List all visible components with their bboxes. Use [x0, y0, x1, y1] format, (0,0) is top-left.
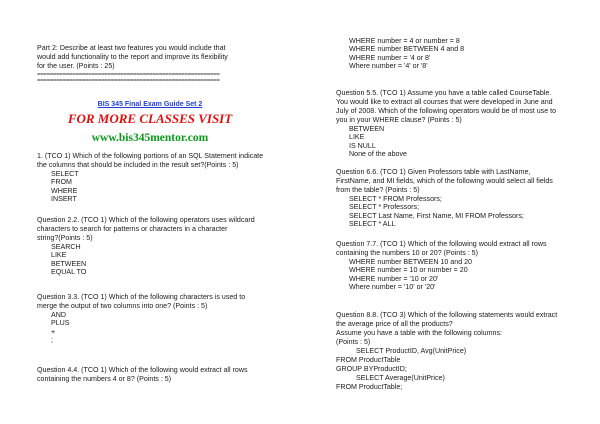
q2-line-3: string?(Points : 5)	[37, 234, 93, 242]
q8-code-1: SELECT ProductID, Avg(UnitPrice)	[356, 347, 467, 355]
part2-line-1: Part 2: Describe at least two features you would include that	[37, 44, 226, 52]
q3-option: AND	[51, 311, 66, 319]
q1-option: WHERE	[51, 186, 78, 195]
q3-options	[51, 311, 70, 345]
q1-line-2: the columns that should be included in the result set?(Points : 5)	[37, 161, 239, 169]
q2-line-1: Question 2.2. (TCO 1) Which of the following operators uses wildcard	[37, 216, 255, 224]
q8-line-1: Question 8.8. (TCO 3) Which of the following statements would extract	[336, 311, 558, 319]
q6-line-3: from the table? (Points : 5)	[336, 186, 420, 194]
q7-options	[349, 258, 472, 292]
q2-options	[51, 243, 86, 277]
q4-option: WHERE number = '4 or 8'	[349, 53, 431, 62]
q8-code-2: FROM ProductTable	[336, 356, 401, 364]
separator-line-2: =========================================================	[37, 78, 220, 84]
q3-option: ;	[51, 336, 53, 345]
q1-option: FROM	[51, 178, 72, 187]
q6-line-1: Question 6.6. (TCO 1) Given Professors table with LastName,	[336, 168, 531, 176]
q5-option: LIKE	[349, 133, 365, 142]
q8-code-5: FROM ProductTable;	[336, 383, 403, 391]
q5-line-3: July of 2008. Which of the following operators would be of most use to	[336, 107, 557, 115]
right-page	[300, 0, 600, 424]
q8-code-4: SELECT Average(UnitPrice)	[356, 374, 445, 382]
q8-code-3: GROUP BYProductID;	[336, 365, 407, 373]
q5-option: IS NULL	[349, 141, 376, 150]
q5-line-2: You would like to extract all courses that were developed in June and	[336, 98, 553, 106]
q8-line-2: the average price of all the products?	[336, 320, 453, 328]
more-classes-banner: FOR MORE CLASSES VISIT	[67, 111, 233, 126]
q1-option: SELECT	[51, 170, 79, 178]
q2-option: SEARCH	[51, 243, 81, 251]
q3-line-2: merge the output of two columns into one? (Points : 5)	[37, 302, 208, 310]
q1-options	[51, 170, 79, 204]
part2-line-3: for the user. (Points : 25)	[37, 62, 115, 70]
q4-line-2: containing the numbers 4 or 8? (Points : 5)	[37, 375, 172, 383]
q4-option: WHERE number BETWEEN 4 and 8	[349, 45, 465, 54]
q8-line-3: Assume you have a table with the following columns:	[336, 329, 503, 337]
q6-option: SELECT * ALL	[349, 220, 396, 229]
q3-option: +	[51, 327, 56, 336]
q4-option: Where number = '4' or '8'	[349, 62, 428, 71]
q7-line-1: Question 7.7. (TCO 1) Which of the following would extract all rows	[336, 240, 547, 248]
q2-option: BETWEEN	[51, 259, 87, 268]
q5-options	[349, 125, 407, 159]
q2-line-2: characters to search for patterns or characters in a character	[37, 225, 228, 233]
guide-title-link[interactable]: BIS 345 Final Exam Guide Set 2	[97, 101, 203, 108]
q4-options	[349, 37, 464, 71]
q6-option: SELECT * FROM Professors;	[349, 195, 442, 203]
q7-option: WHERE number = '10 or 20'	[349, 274, 439, 283]
q6-options	[349, 195, 524, 229]
part2-line-2: would add functionality to the report and improve its flexibility	[37, 53, 228, 61]
q7-option: WHERE number = 10 or number = 20	[349, 266, 468, 275]
q3-line-1: Question 3.3. (TCO 1) Which of the following characters is used to	[37, 293, 246, 301]
q3-option: PLUS	[51, 319, 70, 328]
q7-option: WHERE number BETWEEN 10 and 20	[349, 258, 473, 266]
q5-line-4: you in your WHERE clause? (Points : 5)	[336, 116, 462, 124]
q5-line-1: Question 5.5. (TCO 1) Assume you have a table called CourseTable.	[336, 89, 552, 97]
q4-line-1: Question 4.4. (TCO 1) Which of the following would extract all rows	[37, 366, 248, 374]
separator-line: =========================================================	[37, 72, 220, 78]
q2-option: EQUAL TO	[51, 268, 87, 277]
q4-option: WHERE number = 4 or number = 8	[349, 37, 460, 45]
q6-option: SELECT * Professors;	[349, 203, 420, 212]
q6-option: SELECT Last Name, First Name, MI FROM Professors;	[349, 211, 524, 220]
q5-option: None of the above	[349, 150, 407, 159]
q8-line-4: (Points : 5)	[336, 338, 371, 346]
q2-option: LIKE	[51, 251, 67, 260]
q1-line-1: 1. (TCO 1) Which of the following portions of an SQL Statement indicate	[37, 152, 264, 160]
website-link[interactable]: www.bis345mentor.com	[91, 132, 209, 144]
q7-option: Where number = '10' or '20'	[349, 283, 436, 292]
q5-option: BETWEEN	[349, 125, 385, 133]
q1-option: INSERT	[51, 195, 77, 204]
q6-line-2: FirstName, and MI fields, which of the following would select all fields	[336, 177, 553, 185]
q7-line-2: containing the numbers 10 or 20? (Points : 5)	[336, 249, 478, 257]
